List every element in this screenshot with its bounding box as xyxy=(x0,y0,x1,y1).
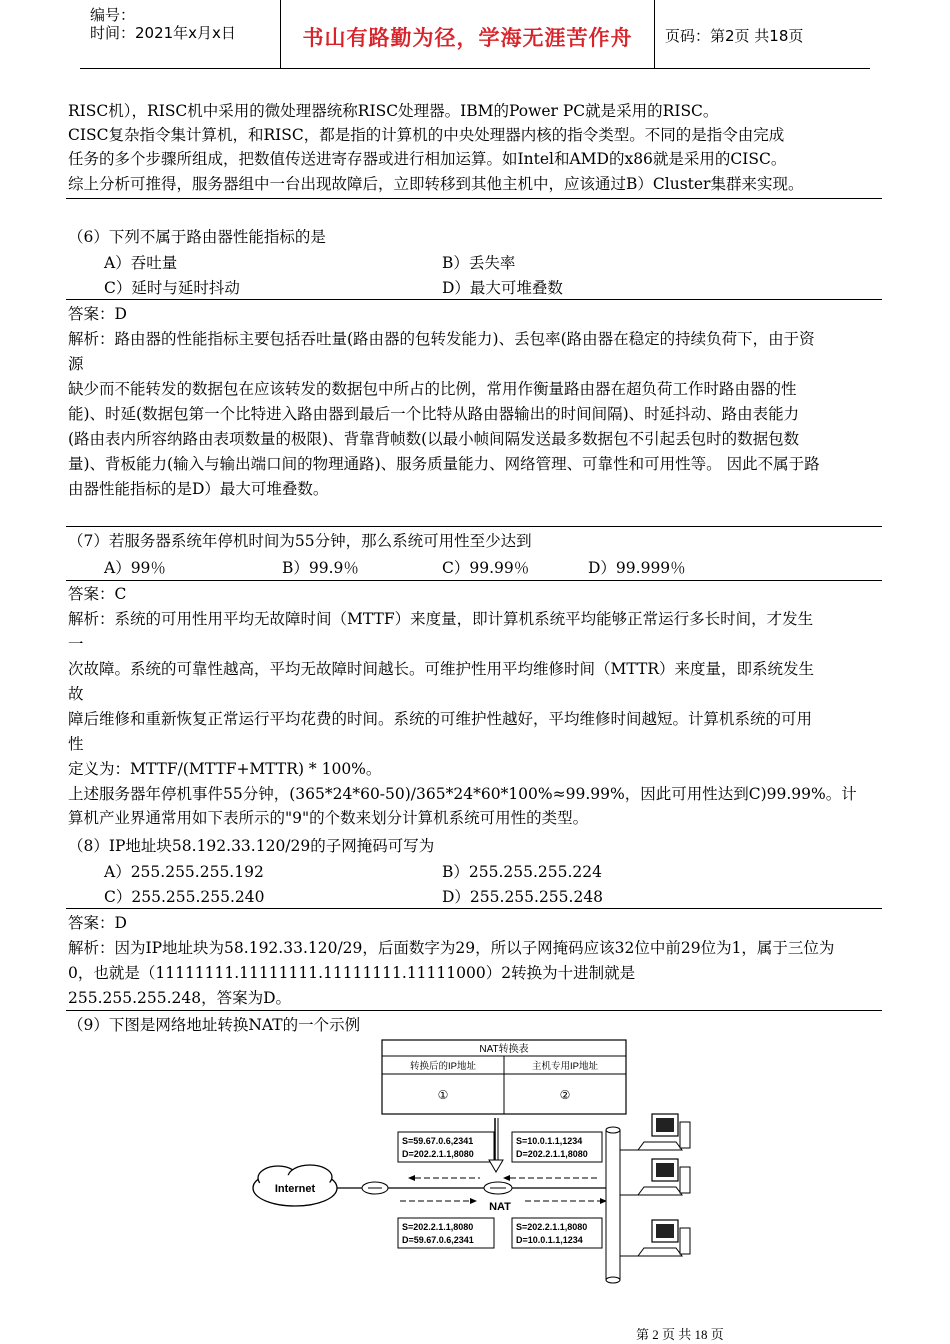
q7-analysis-line: 一 xyxy=(68,635,84,653)
nat-table-title: NAT转换表 xyxy=(479,1044,529,1055)
q7-analysis-line: 定义为：MTTF/(MTTF+MTTR) * 100%。 xyxy=(68,760,382,778)
page-footer: 第 2 页 共 18 页 xyxy=(636,1327,724,1342)
q6-analysis-line: 解析：路由器的性能指标主要包括吞吐量(路由器的包转发能力)、丢包率(路由器在稳定的持续负荷下，由于资 xyxy=(68,330,815,348)
packet-text: S=59.67.0.6,2341 xyxy=(402,1136,474,1146)
header-motto: 书山有路勤为径，学海无涯苦作舟 xyxy=(302,26,633,50)
q8-analysis-line: 解析：因为IP地址块为58.192.33.120/29，后面数字为29，所以子网掩码应该32位中前29位为1，属于三位为 xyxy=(68,939,835,957)
nat-table xyxy=(382,1040,626,1114)
divider xyxy=(66,526,882,527)
packet-box-bottom-left xyxy=(398,1218,494,1248)
q8-analysis-line: 255.255.255.248，答案为D。 xyxy=(68,989,292,1007)
divider xyxy=(66,1010,882,1011)
packet-text: D=10.0.1.1,1234 xyxy=(516,1235,583,1245)
internet-label: Internet xyxy=(274,1183,316,1195)
q7-option-b: B）99.9％ xyxy=(282,559,359,577)
nat-router-icon xyxy=(484,1182,512,1213)
packet-text: D=59.67.0.6,2341 xyxy=(402,1235,474,1245)
q6-analysis-line: 能)、时延(数据包第一个比特进入路由器到最后一个比特从路由器输出的时间间隔)、时延抖动、路由表能力 xyxy=(68,405,800,423)
packet-box-top-right xyxy=(512,1132,602,1162)
nat-diagram xyxy=(240,1038,700,1288)
q6-analysis-line: 缺少而不能转发的数据包在应该转发的数据包中所占的比例，常用作衡量路由器在超负荷工作时路由器的性 xyxy=(68,380,797,398)
divider xyxy=(66,299,882,300)
host-computer-icon xyxy=(620,1220,690,1256)
host-computer-icon xyxy=(620,1114,690,1150)
q6-answer: 答案：D xyxy=(68,305,127,323)
q7-analysis-line: 障后维修和重新恢复正常运行平均花费的时间。系统的可维护性越好，平均维修时间越短。计算机系统的可用 xyxy=(68,710,813,728)
q6-analysis-line: (路由表内所容纳路由表项数量的极限)、背靠背帧数(以最小帧间隔发送最多数据包不引起丢包时的数据包数 xyxy=(68,430,800,448)
packet-text: S=202.2.1.1,8080 xyxy=(402,1222,474,1232)
q7-question: （7）若服务器系统年停机时间为55分钟，那么系统可用性至少达到 xyxy=(68,532,532,550)
q8-option-a: A）255.255.255.192 xyxy=(104,863,264,881)
nat-table-cell1: ① xyxy=(437,1088,449,1102)
q7-analysis-line: 故 xyxy=(68,685,84,703)
q7-analysis-line: 解析：系统的可用性用平均无故障时间（MTTF）来度量，即计算机系统平均能够正常运行多长时间，才发生 xyxy=(68,610,814,628)
q7-analysis-line: 次故障。系统的可靠性越高，平均无故障时间越长。可维护性用平均维修时间（MTTR）来度量，即系统发生 xyxy=(68,660,815,678)
packet-text: D=202.2.1.1,8080 xyxy=(516,1149,588,1159)
nat-table-col2: 主机专用IP地址 xyxy=(532,1061,598,1072)
nat-label: NAT xyxy=(489,1201,511,1213)
number-label: 编号： xyxy=(90,6,136,24)
host-computer-icon xyxy=(620,1159,690,1195)
q7-analysis-line: 上述服务器年停机事件55分钟，(365*24*60-50)/365*24*60*100%≈99.99%，因此可用性达到C)99.99%。计 xyxy=(68,785,857,803)
header-right-cell xyxy=(655,0,870,68)
q8-option-b: B）255.255.255.224 xyxy=(442,863,603,881)
header-middle-cell xyxy=(281,0,655,68)
q8-option-c: C）255.255.255.240 xyxy=(104,888,265,906)
packet-text: S=10.0.1.1,1234 xyxy=(516,1136,583,1146)
q7-analysis-line: 算机产业界通常用如下表所示的"9"的个数来划分计算机系统可用性的类型。 xyxy=(68,809,589,827)
packet-box-bottom-right xyxy=(512,1218,602,1248)
packet-text: S=202.2.1.1,8080 xyxy=(516,1222,588,1232)
intro-line: 任务的多个步骤所组成，把数值传送进寄存器或进行相加运算。如Intel和AMD的x86就是采用的CISC。 xyxy=(68,150,787,168)
q8-question: （8）IP地址块58.192.33.120/29的子网掩码可写为 xyxy=(68,837,435,855)
date-label: 时间：2021年x月x日 xyxy=(90,24,236,42)
divider xyxy=(66,198,882,199)
q7-option-a: A）99％ xyxy=(104,559,166,577)
intro-line: RISC机），RISC机中采用的微处理器统称RISC处理器。IBM的Power PC就是采用的RISC。 xyxy=(68,102,719,120)
q7-option-d: D）99.999％ xyxy=(588,559,686,577)
q6-analysis-line: 量)、背板能力(输入与输出端口间的物理通路)、服务质量能力、网络管理、可靠性和可用性等。 因此不属于路 xyxy=(68,455,820,473)
q8-option-d: D）255.255.255.248 xyxy=(442,888,604,906)
q7-option-c: C）99.99％ xyxy=(442,559,530,577)
internet-cloud-icon xyxy=(253,1165,337,1206)
q6-option-c: C）延时与延时抖动 xyxy=(104,279,240,297)
q7-analysis-line: 性 xyxy=(68,735,84,753)
packet-text: D=202.2.1.1,8080 xyxy=(402,1149,474,1159)
lan-bus-icon xyxy=(606,1127,620,1283)
q6-option-b: B）丢失率 xyxy=(442,254,516,272)
q8-answer: 答案：D xyxy=(68,914,127,932)
q7-answer: 答案：C xyxy=(68,585,127,603)
page-header xyxy=(80,0,870,69)
q9-question: （9）下图是网络地址转换NAT的一个示例 xyxy=(68,1016,361,1034)
router-icon xyxy=(362,1182,388,1194)
q6-option-a: A）吞吐量 xyxy=(104,254,178,272)
intro-line: 综上分析可推得，服务器组中一台出现故障后，立即转移到其他主机中，应该通过B）Cluster集群来实现。 xyxy=(68,175,804,193)
divider xyxy=(66,580,882,581)
nat-table-col1: 转换后的IP地址 xyxy=(410,1061,476,1072)
q8-analysis-line: 0，也就是（11111111.11111111.11111111.11111000）2转换为十进制就是 xyxy=(68,964,636,982)
header-left-cell xyxy=(80,0,281,68)
q6-question: （6）下列不属于路由器性能指标的是 xyxy=(68,228,326,246)
divider xyxy=(66,908,882,909)
intro-line: CISC复杂指令集计算机，和RISC，都是指的计算机的中央处理器内核的指令类型。不同的是指令由完成 xyxy=(68,126,785,144)
nat-table-cell2: ② xyxy=(559,1088,571,1102)
q6-analysis-line: 由器性能指标的是D）最大可堆叠数。 xyxy=(68,480,329,498)
q6-option-d: D）最大可堆叠数 xyxy=(442,279,563,297)
q6-analysis-line: 源 xyxy=(68,355,84,373)
packet-box-top-left xyxy=(398,1132,494,1162)
page-info: 页码：第2页 共18页 xyxy=(665,27,804,45)
